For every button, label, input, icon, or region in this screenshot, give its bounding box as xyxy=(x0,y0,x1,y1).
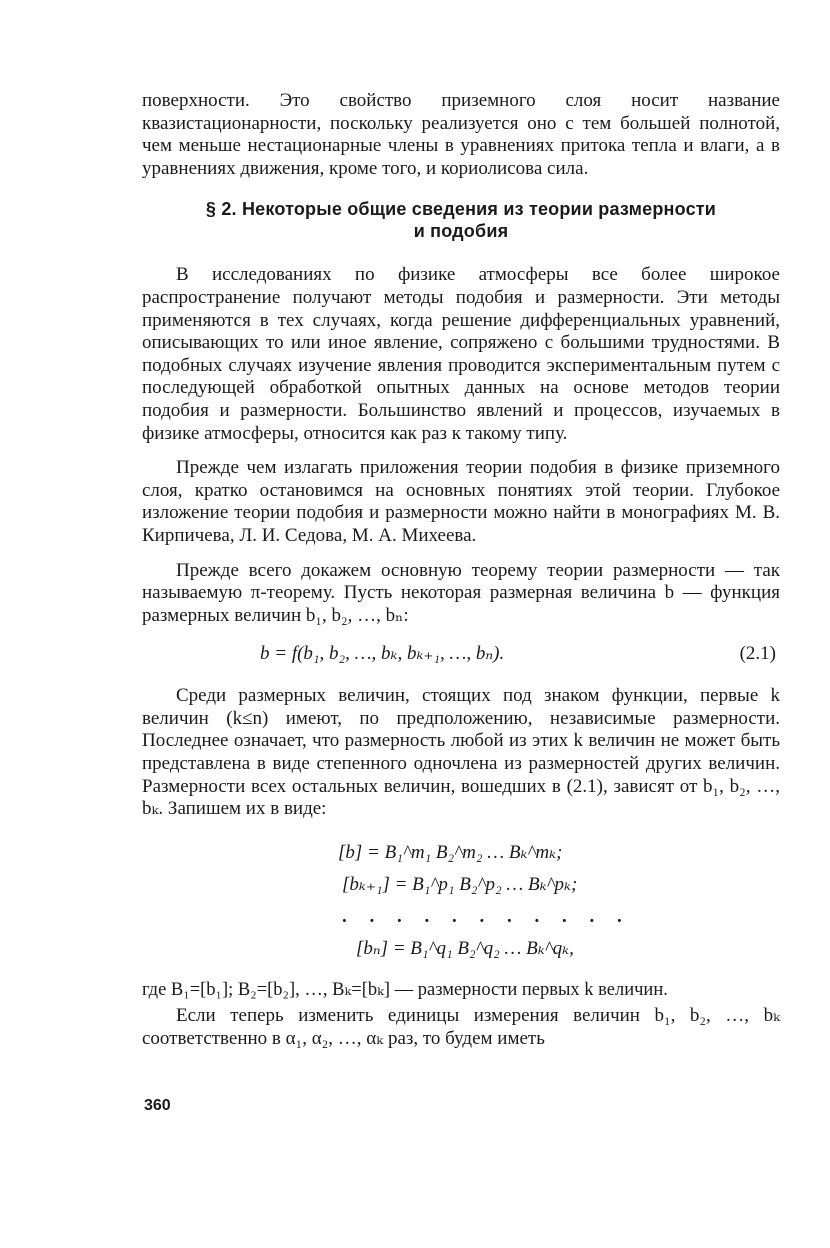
system-line-b: [b] = B₁^m₁ B₂^m₂ … Bₖ^mₖ; xyxy=(338,841,563,863)
page-number: 360 xyxy=(144,1097,171,1114)
paragraph-independent-dims: Среди размерных величин, стоящих под знаком функции, первые k величин (k≤n) имеют, по предположению, независимые размерности. Последнее означает, что размерность любой из этих k величин не может быть представлена в виде степенного одночлена из размерностей других величин. Размерности всех остальных величин, вошедших в (2.1), зависят от b₁, b₂, …, bₖ. Запишем их в виде: xyxy=(142,685,780,820)
equation-2-1 xyxy=(142,639,780,669)
dimension-system xyxy=(338,837,780,965)
system-line-dots: . . . . . . . . . . . xyxy=(342,905,631,927)
section-heading xyxy=(142,198,780,242)
section-heading-line2: и подобия xyxy=(413,221,509,242)
paragraph-overview: Прежде чем излагать приложения теории подобия в физике приземного слоя, кратко остановимся на основных понятиях этой теории. Глубокое изложение теории подобия и размерности можно найти в монографиях М. В. Кирпичева, Л. И. Седова, М. А. Михеева. xyxy=(142,457,780,546)
section-heading-line1: § 2. Некоторые общие сведения из теории размерности xyxy=(205,199,717,220)
system-line-bn: [bₙ] = B₁^q₁ B₂^q₂ … Bₖ^qₖ, xyxy=(356,937,574,959)
page-content xyxy=(142,90,780,1051)
equation-number: (2.1) xyxy=(739,643,776,665)
system-line-bk1: [bₖ₊₁] = B₁^p₁ B₂^p₂ … Bₖ^pₖ; xyxy=(342,873,578,895)
paragraph-units-change: Если теперь изменить единицы измерения величин b₁, b₂, …, bₖ соответственно в α₁, α₂, …, αₖ раз, то будем иметь xyxy=(142,1005,780,1050)
paragraph-intro: поверхности. Это свойство приземного слоя носит название квазистационарности, поскольку реализуется оно с тем большей полнотой, чем меньше нестационарные члены в уравнениях притока тепла и влаги, а в уравнениях движения, кроме того, и кориолисова сила. xyxy=(142,90,780,179)
paragraph-methods: В исследованиях по физике атмосферы все более широкое распространение получают методы подобия и размерности. Эти методы применяются в тех случаях, когда решение дифференциальных уравнений, описывающих то или иное явление, сопряжено с большими трудностями. В подобных случаях изучение явления проводится экспериментальным путем с последующей обработкой опытных данных на основе методов теории подобия и размерности. Большинство явлений и процессов, изучаемых в физике атмосферы, относится как раз к такому типу. xyxy=(142,264,780,444)
equation-formula: b = f(b₁, b₂, …, bₖ, bₖ₊₁, …, bₙ). xyxy=(260,643,505,665)
where-clause: где B₁=[b₁]; B₂=[b₂], …, Bₖ=[bₖ] — размерности первых k величин. xyxy=(142,979,668,1000)
paragraph-pi-theorem: Прежде всего докажем основную теорему теории размерности — так называемую π-теорему. Пусть некоторая размерная величина b — функция размерных величин b₁, b₂, …, bₙ: xyxy=(142,559,780,626)
